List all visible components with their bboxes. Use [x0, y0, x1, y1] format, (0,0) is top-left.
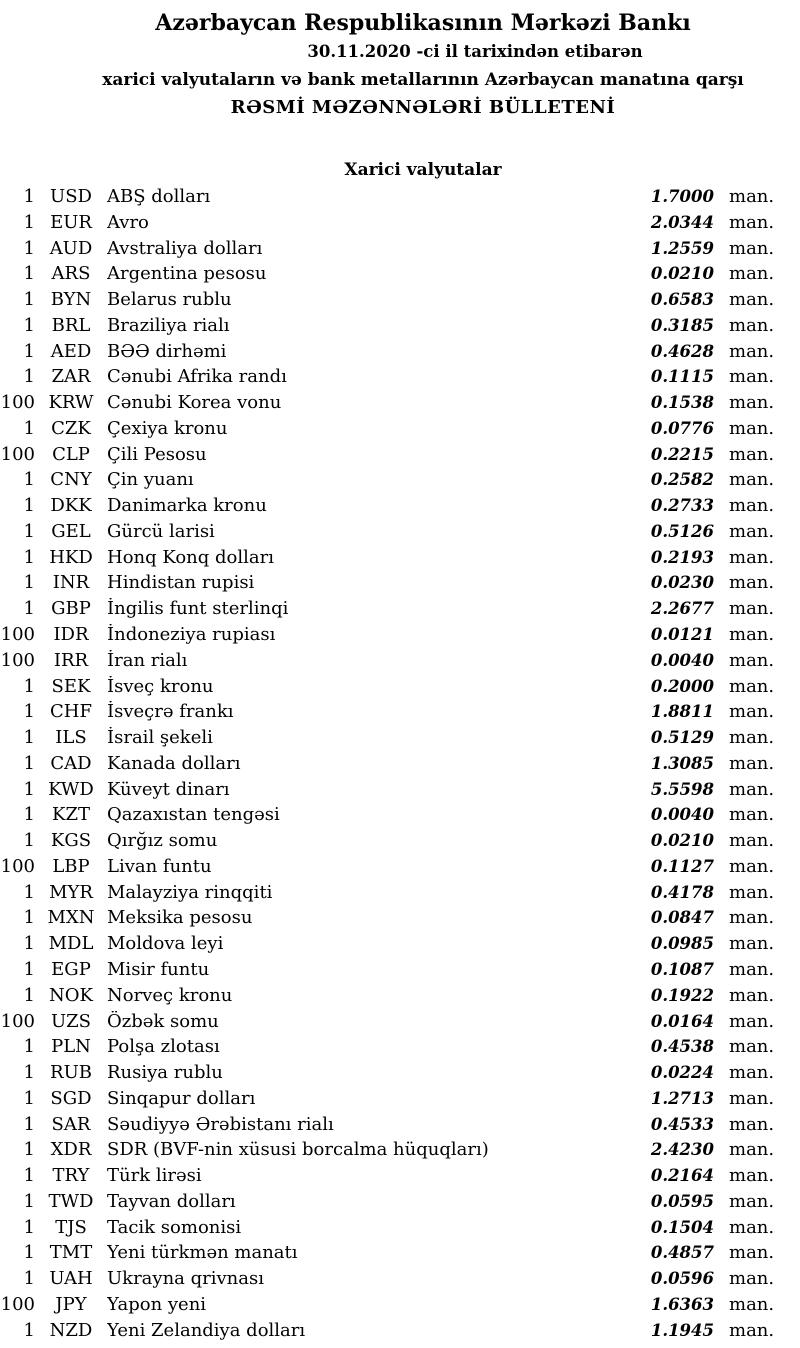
- currency-quantity: 1: [23, 1268, 35, 1290]
- currency-name: Livan funtu: [107, 855, 212, 877]
- currency-code: GBP: [51, 598, 91, 620]
- rate-row: [0, 624, 800, 650]
- currency-name: Cənubi Korea vonu: [107, 392, 282, 414]
- unit-label: man.: [729, 855, 775, 877]
- rate-row: [0, 547, 800, 573]
- unit-label: man.: [729, 675, 775, 697]
- rate-row: [0, 1114, 800, 1140]
- rate-value: 0.1115: [650, 367, 714, 387]
- rate-row: [0, 598, 800, 624]
- currency-code: MDL: [48, 933, 94, 955]
- currency-code: CZK: [51, 417, 91, 439]
- unit-label: man.: [729, 1242, 775, 1264]
- currency-quantity: 1: [23, 933, 35, 955]
- rate-row: [0, 1088, 800, 1114]
- currency-code: USD: [50, 186, 92, 207]
- currency-name: Danimarka kronu: [107, 495, 267, 517]
- currency-code: ZAR: [51, 366, 91, 388]
- rate-value: 0.1087: [650, 959, 714, 979]
- currency-quantity: 1: [23, 830, 35, 852]
- unit-label: man.: [729, 598, 775, 620]
- currency-name: Tacik somonisi: [107, 1216, 242, 1238]
- currency-code: SAR: [51, 1113, 91, 1135]
- currency-name: Polşa zlotası: [107, 1036, 220, 1058]
- currency-code: INR: [52, 572, 90, 594]
- currency-code: NZD: [49, 1319, 93, 1341]
- currency-quantity: 1: [23, 546, 35, 568]
- currency-quantity: 1: [23, 1139, 35, 1161]
- currency-quantity: 1: [23, 1216, 35, 1238]
- currency-name: Yeni Zelandiya dolları: [107, 1319, 306, 1341]
- currency-name: Çin yuanı: [107, 469, 194, 491]
- currency-quantity: 1: [23, 495, 35, 517]
- rate-row: [0, 882, 800, 908]
- rate-value: 0.2733: [650, 496, 714, 516]
- rate-value: 0.1538: [650, 393, 714, 413]
- currency-name: SDR (BVF-nin xüsusi borcalma hüquqları): [107, 1139, 489, 1161]
- rate-value: 0.3185: [650, 315, 714, 335]
- currency-code: UAH: [49, 1268, 93, 1290]
- currency-name: Kanada dolları: [107, 752, 241, 774]
- currency-quantity: 100: [0, 649, 35, 671]
- bulletin-title: RƏSMİ MƏZƏNNƏLƏRİ BÜLLETENİ: [230, 97, 616, 118]
- currency-code: MYR: [49, 881, 93, 903]
- currency-quantity: 100: [0, 443, 35, 465]
- currency-name: Gürcü larisi: [107, 520, 215, 542]
- currency-quantity: 1: [23, 211, 35, 233]
- rate-value: 0.2215: [650, 444, 714, 464]
- currency-code: CLP: [52, 443, 90, 465]
- rate-value: 0.5129: [650, 728, 714, 748]
- currency-code: JPY: [55, 1293, 87, 1315]
- currency-name: Malayziya rinqqiti: [107, 881, 273, 903]
- rate-row: [0, 212, 800, 238]
- rate-row: [0, 933, 800, 959]
- rate-row: [0, 1165, 800, 1191]
- bulletin-subtitle: xarici valyutaların və bank metallarının Azərbaycan manatına qarşı: [102, 70, 744, 90]
- currency-name: İsveç kronu: [107, 675, 214, 697]
- rate-row: [0, 1294, 800, 1320]
- currency-code: ARS: [51, 263, 91, 285]
- currency-quantity: 1: [23, 340, 35, 362]
- unit-label: man.: [729, 1216, 775, 1238]
- rate-row: [0, 1320, 800, 1346]
- rate-value: 0.0776: [650, 418, 714, 438]
- rate-value: 0.0210: [650, 264, 714, 284]
- rate-value: 0.2193: [650, 547, 714, 567]
- currency-quantity: 1: [23, 1165, 35, 1187]
- rate-value: 0.0596: [650, 1269, 714, 1289]
- currency-name: Rusiya rublu: [107, 1062, 223, 1084]
- currency-name: İran rialı: [107, 649, 188, 671]
- unit-label: man.: [729, 1319, 775, 1341]
- currency-code: DKK: [50, 495, 92, 517]
- currency-name: Cənubi Afrika randı: [107, 366, 287, 388]
- unit-label: man.: [729, 1293, 775, 1315]
- currency-code: EUR: [50, 211, 92, 233]
- currency-name: BƏƏ dirhəmi: [107, 340, 227, 362]
- currency-name: Norveç kronu: [107, 984, 233, 1006]
- effective-date-line: 30.11.2020 -ci il tarixindən etibarən: [307, 42, 643, 61]
- unit-label: man.: [729, 546, 775, 568]
- currency-quantity: 100: [0, 624, 35, 646]
- currency-name: Avstraliya dolları: [107, 237, 263, 259]
- exchange-rates-table: [0, 186, 800, 1345]
- currency-code: TMT: [49, 1242, 93, 1264]
- currency-quantity: 1: [23, 598, 35, 620]
- currency-name: İsrail şekeli: [107, 727, 213, 749]
- currency-name: Belarus rublu: [107, 289, 232, 311]
- currency-quantity: 1: [23, 727, 35, 749]
- rate-value: 1.8811: [650, 702, 714, 722]
- rate-value: 1.6363: [650, 1294, 714, 1314]
- currency-code: MXN: [47, 907, 95, 929]
- rate-value: 0.2164: [650, 1166, 714, 1186]
- currency-name: Özbək somu: [107, 1010, 219, 1032]
- rate-row: [0, 727, 800, 753]
- currency-name: Hindistan rupisi: [107, 572, 255, 594]
- currency-quantity: 1: [23, 984, 35, 1006]
- currency-code: HKD: [49, 546, 93, 568]
- unit-label: man.: [729, 443, 775, 465]
- unit-label: man.: [729, 907, 775, 929]
- rate-row: [0, 263, 800, 289]
- bank-name-title: Azərbaycan Respublikasının Mərkəzi Bankı: [155, 10, 691, 36]
- currency-name: Braziliya rialı: [107, 314, 230, 336]
- rate-value: 0.2582: [650, 470, 714, 490]
- rate-row: [0, 418, 800, 444]
- rate-row: [0, 985, 800, 1011]
- currency-name: Qazaxıstan tengəsi: [107, 804, 280, 826]
- currency-quantity: 1: [23, 366, 35, 388]
- currency-code: SEK: [51, 675, 91, 697]
- currency-quantity: 100: [0, 1293, 35, 1315]
- unit-label: man.: [729, 804, 775, 826]
- rate-value: 0.4538: [650, 1037, 714, 1057]
- rate-row: [0, 392, 800, 418]
- unit-label: man.: [729, 392, 775, 414]
- unit-label: man.: [729, 289, 775, 311]
- rate-value: 0.0164: [650, 1011, 714, 1031]
- unit-label: man.: [729, 778, 775, 800]
- currency-quantity: 100: [0, 392, 35, 414]
- currency-quantity: 1: [23, 1190, 35, 1212]
- currency-name: Səudiyyə Ərəbistanı rialı: [107, 1113, 334, 1135]
- rate-row: [0, 1036, 800, 1062]
- currency-quantity: 1: [23, 804, 35, 826]
- rate-row: [0, 1011, 800, 1037]
- rate-value: 0.1504: [650, 1217, 714, 1237]
- rate-value: 0.0040: [650, 805, 714, 825]
- unit-label: man.: [729, 701, 775, 723]
- currency-quantity: 1: [23, 263, 35, 285]
- rate-value: 2.0344: [650, 212, 714, 232]
- unit-label: man.: [729, 366, 775, 388]
- rate-value: 0.4628: [650, 341, 714, 361]
- currency-name: İngilis funt sterlinqi: [107, 598, 289, 620]
- currency-code: NOK: [49, 984, 93, 1006]
- rate-row: [0, 1217, 800, 1243]
- currency-quantity: 1: [23, 186, 35, 207]
- rate-row: [0, 959, 800, 985]
- rate-value: 0.0847: [650, 908, 714, 928]
- unit-label: man.: [729, 520, 775, 542]
- currency-name: Küveyt dinarı: [107, 778, 230, 800]
- currency-code: BRL: [51, 314, 91, 336]
- unit-label: man.: [729, 933, 775, 955]
- currency-code: AED: [50, 340, 92, 362]
- unit-label: man.: [729, 1139, 775, 1161]
- rate-value: 0.0230: [650, 573, 714, 593]
- rate-value: 1.7000: [650, 187, 714, 206]
- unit-label: man.: [729, 237, 775, 259]
- unit-label: man.: [729, 1062, 775, 1084]
- currency-code: KGS: [50, 830, 92, 852]
- unit-label: man.: [729, 958, 775, 980]
- rate-row: [0, 341, 800, 367]
- section-title-foreign-currencies: Xarici valyutalar: [344, 160, 502, 180]
- currency-code: CHF: [50, 701, 92, 723]
- currency-code: KZT: [52, 804, 90, 826]
- currency-code: KWD: [48, 778, 94, 800]
- currency-quantity: 1: [23, 1036, 35, 1058]
- rate-row: [0, 1191, 800, 1217]
- rate-row: [0, 289, 800, 315]
- rate-row: [0, 521, 800, 547]
- rate-row: [0, 753, 800, 779]
- rate-row: [0, 856, 800, 882]
- currency-quantity: 1: [23, 752, 35, 774]
- rate-row: [0, 469, 800, 495]
- rate-value: 1.1945: [650, 1320, 714, 1340]
- rate-row: [0, 1139, 800, 1165]
- currency-name: Yeni türkmən manatı: [107, 1242, 298, 1264]
- unit-label: man.: [729, 1190, 775, 1212]
- currency-code: PLN: [51, 1036, 91, 1058]
- unit-label: man.: [729, 572, 775, 594]
- currency-quantity: 100: [0, 855, 35, 877]
- currency-code: IRR: [53, 649, 89, 671]
- rate-row: [0, 186, 800, 212]
- currency-name: Çili Pesosu: [107, 443, 207, 465]
- unit-label: man.: [729, 263, 775, 285]
- unit-label: man.: [729, 340, 775, 362]
- bulletin-header: [0, 0, 800, 122]
- currency-code: EGP: [51, 958, 91, 980]
- currency-code: TJS: [55, 1216, 87, 1238]
- unit-label: man.: [729, 624, 775, 646]
- rate-value: 0.5126: [650, 521, 714, 541]
- unit-label: man.: [729, 881, 775, 903]
- currency-code: RUB: [50, 1062, 92, 1084]
- rate-value: 1.2559: [650, 238, 714, 258]
- currency-code: CNY: [50, 469, 92, 491]
- rate-value: 0.1922: [650, 985, 714, 1005]
- rate-row: [0, 907, 800, 933]
- rate-row: [0, 676, 800, 702]
- unit-label: man.: [729, 495, 775, 517]
- unit-label: man.: [729, 1268, 775, 1290]
- rate-value: 0.0985: [650, 934, 714, 954]
- currency-quantity: 1: [23, 469, 35, 491]
- rate-value: 0.0040: [650, 650, 714, 670]
- currency-code: SGD: [50, 1087, 92, 1109]
- currency-quantity: 1: [23, 675, 35, 697]
- currency-code: AUD: [49, 237, 93, 259]
- rate-row: [0, 315, 800, 341]
- currency-quantity: 1: [23, 1062, 35, 1084]
- currency-code: IDR: [53, 624, 89, 646]
- rate-value: 0.0210: [650, 831, 714, 851]
- rate-value: 0.4533: [650, 1114, 714, 1134]
- rate-value: 2.4230: [650, 1140, 714, 1160]
- currency-code: BYN: [50, 289, 92, 311]
- currency-quantity: 1: [23, 1319, 35, 1341]
- currency-quantity: 1: [23, 417, 35, 439]
- unit-label: man.: [729, 417, 775, 439]
- rate-value: 1.2713: [650, 1088, 714, 1108]
- unit-label: man.: [729, 314, 775, 336]
- unit-label: man.: [729, 1165, 775, 1187]
- rate-value: 2.2677: [650, 599, 714, 619]
- unit-label: man.: [729, 830, 775, 852]
- rate-value: 0.0224: [650, 1063, 714, 1083]
- rate-row: [0, 804, 800, 830]
- rate-row: [0, 238, 800, 264]
- currency-name: Yapon yeni: [107, 1293, 207, 1315]
- currency-quantity: 1: [23, 314, 35, 336]
- rate-value: 0.4857: [650, 1243, 714, 1263]
- rate-row: [0, 1268, 800, 1294]
- rate-row: [0, 650, 800, 676]
- rate-row: [0, 366, 800, 392]
- currency-quantity: 1: [23, 907, 35, 929]
- rate-value: 0.0595: [650, 1191, 714, 1211]
- currency-quantity: 1: [23, 289, 35, 311]
- currency-quantity: 1: [23, 520, 35, 542]
- unit-label: man.: [729, 984, 775, 1006]
- currency-name: Meksika pesosu: [107, 907, 253, 929]
- currency-name: Sinqapur dolları: [107, 1087, 256, 1109]
- currency-code: TWD: [48, 1190, 94, 1212]
- rate-value: 1.3085: [650, 753, 714, 773]
- rate-row: [0, 1242, 800, 1268]
- currency-name: Argentina pesosu: [107, 263, 267, 285]
- currency-code: UZS: [50, 1010, 91, 1032]
- rate-value: 5.5598: [650, 779, 714, 799]
- unit-label: man.: [729, 727, 775, 749]
- rate-row: [0, 830, 800, 856]
- currency-quantity: 1: [23, 1113, 35, 1135]
- rate-value: 0.6583: [650, 290, 714, 310]
- currency-quantity: 100: [0, 1010, 35, 1032]
- currency-name: İsveçrə frankı: [107, 701, 234, 723]
- currency-code: KRW: [48, 392, 94, 414]
- currency-name: Moldova leyi: [107, 933, 224, 955]
- currency-name: Qırğız somu: [107, 830, 218, 852]
- currency-quantity: 1: [23, 958, 35, 980]
- currency-code: GEL: [51, 520, 91, 542]
- currency-quantity: 1: [23, 237, 35, 259]
- currency-name: İndoneziya rupiası: [107, 624, 276, 646]
- rate-value: 0.4178: [650, 882, 714, 902]
- rate-row: [0, 444, 800, 470]
- currency-code: CAD: [50, 752, 92, 774]
- unit-label: man.: [729, 469, 775, 491]
- rate-row: [0, 779, 800, 805]
- currency-name: Türk lirəsi: [107, 1165, 202, 1187]
- currency-quantity: 1: [23, 1242, 35, 1264]
- currency-name: Ukrayna qrivnası: [107, 1268, 264, 1290]
- currency-name: Misir funtu: [107, 958, 210, 980]
- currency-code: TRY: [52, 1165, 90, 1187]
- unit-label: man.: [729, 1087, 775, 1109]
- currency-name: Honq Konq dolları: [107, 546, 274, 568]
- currency-code: XDR: [50, 1139, 92, 1161]
- unit-label: man.: [729, 752, 775, 774]
- rate-row: [0, 572, 800, 598]
- currency-quantity: 1: [23, 778, 35, 800]
- currency-name: Avro: [107, 211, 149, 233]
- unit-label: man.: [729, 186, 775, 207]
- currency-name: ABŞ dolları: [107, 186, 211, 207]
- rate-row: [0, 701, 800, 727]
- rate-value: 0.2000: [650, 676, 714, 696]
- unit-label: man.: [729, 1036, 775, 1058]
- unit-label: man.: [729, 1113, 775, 1135]
- unit-label: man.: [729, 649, 775, 671]
- rate-value: 0.1127: [650, 856, 714, 876]
- currency-quantity: 1: [23, 701, 35, 723]
- currency-quantity: 1: [23, 1087, 35, 1109]
- unit-label: man.: [729, 211, 775, 233]
- rate-row: [0, 495, 800, 521]
- currency-name: Çexiya kronu: [107, 417, 228, 439]
- currency-quantity: 1: [23, 881, 35, 903]
- unit-label: man.: [729, 1010, 775, 1032]
- rate-value: 0.0121: [650, 625, 714, 645]
- currency-code: LBP: [52, 855, 90, 877]
- rate-row: [0, 1062, 800, 1088]
- currency-code: ILS: [55, 727, 87, 749]
- currency-quantity: 1: [23, 572, 35, 594]
- currency-name: Tayvan dolları: [107, 1190, 236, 1212]
